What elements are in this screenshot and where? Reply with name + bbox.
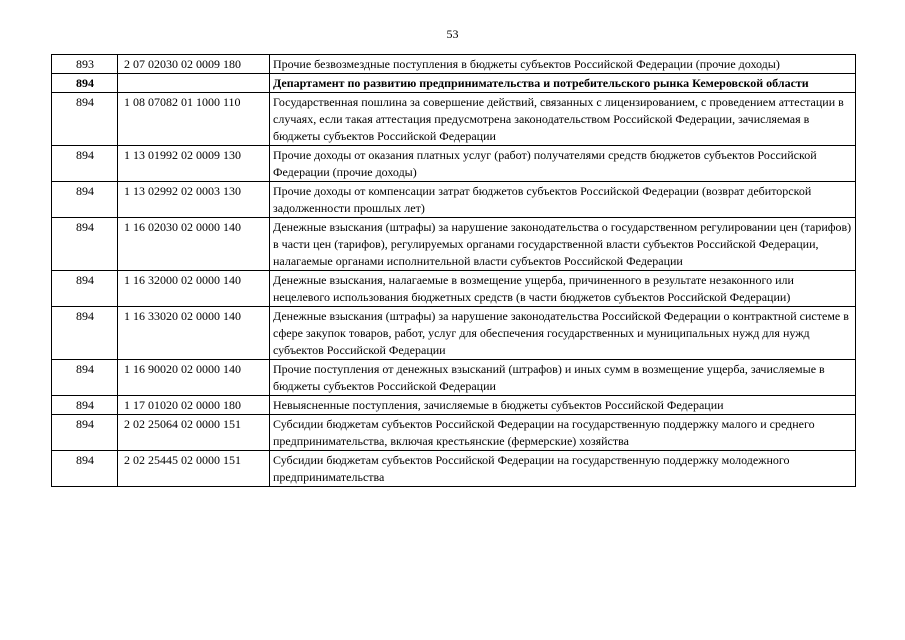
table-row (52, 146, 856, 182)
revenue-name-cell: Департамент по развитию предпринимательства и потребительского рынка Кемеровской области (270, 74, 856, 93)
department-header-row (52, 74, 856, 93)
admin-code-cell: 894 (52, 74, 118, 93)
table-row (52, 218, 856, 271)
admin-code-cell: 893 (52, 55, 118, 74)
page-number: 53 (446, 27, 459, 41)
revenue-name-cell: Невыясненные поступления, зачисляемые в бюджеты субъектов Российской Федерации (270, 396, 856, 415)
revenue-name-cell: Субсидии бюджетам субъектов Российской Федерации на государственную поддержку молодежного предпринимательства (270, 451, 856, 487)
revenue-name-cell: Денежные взыскания (штрафы) за нарушение законодательства о государственном регулировании цен (тарифов) в части цен (тарифов), регулируемых органами государственной власти субъектов Российской Федерации, налагаемые органами исполнительной власти субъектов Российской Федерации (270, 218, 856, 271)
kbk-code-cell: 2 02 25064 02 0000 151 (118, 415, 270, 451)
kbk-code-cell: 1 17 01020 02 0000 180 (118, 396, 270, 415)
revenue-name-cell: Прочие доходы от компенсации затрат бюджетов субъектов Российской Федерации (возврат дебиторской задолженности прошлых лет) (270, 182, 856, 218)
revenue-name-cell: Прочие безвозмездные поступления в бюджеты субъектов Российской Федерации (прочие доходы) (270, 55, 856, 74)
table-row (52, 271, 856, 307)
table-row (52, 182, 856, 218)
admin-code-cell: 894 (52, 93, 118, 146)
table-row (52, 55, 856, 74)
kbk-code-cell: 2 02 25445 02 0000 151 (118, 451, 270, 487)
table-body (52, 55, 856, 487)
admin-code-cell: 894 (52, 451, 118, 487)
revenue-name-cell: Прочие доходы от оказания платных услуг (работ) получателями средств бюджетов субъектов Российской Федерации (прочие доходы) (270, 146, 856, 182)
revenue-name-cell: Прочие поступления от денежных взысканий (штрафов) и иных сумм в возмещение ущерба, зачисляемые в бюджеты субъектов Российской Федерации (270, 360, 856, 396)
revenue-name-cell: Денежные взыскания, налагаемые в возмещение ущерба, причиненного в результате незаконного или нецелевого использования бюджетных средств (в части бюджетов субъектов Российской Федерации) (270, 271, 856, 307)
table-row (52, 307, 856, 360)
kbk-code-cell: 1 16 90020 02 0000 140 (118, 360, 270, 396)
revenue-name-cell: Субсидии бюджетам субъектов Российской Федерации на государственную поддержку малого и среднего предпринимательства, включая крестьянские (фермерские) хозяйства (270, 415, 856, 451)
admin-code-cell: 894 (52, 415, 118, 451)
kbk-code-cell: 1 08 07082 01 1000 110 (118, 93, 270, 146)
revenue-name-cell: Денежные взыскания (штрафы) за нарушение законодательства Российской Федерации о контрактной системе в сфере закупок товаров, работ, услуг для обеспечения государственных и муниципальных нужд для нужд субъектов Российской Федерации (270, 307, 856, 360)
kbk-code-cell: 1 13 01992 02 0009 130 (118, 146, 270, 182)
kbk-code-cell: 1 16 32000 02 0000 140 (118, 271, 270, 307)
admin-code-cell: 894 (52, 396, 118, 415)
admin-code-cell: 894 (52, 218, 118, 271)
kbk-code-cell: 1 13 02992 02 0003 130 (118, 182, 270, 218)
revenue-name-cell: Государственная пошлина за совершение действий, связанных с лицензированием, с проведением аттестации в случаях, если такая аттестация предусмотрена законодательством Российской Федерации, зачисляемая в бюджеты субъектов Российской Федерации (270, 93, 856, 146)
admin-code-cell: 894 (52, 360, 118, 396)
table-row (52, 415, 856, 451)
table-row (52, 451, 856, 487)
table-row (52, 93, 856, 146)
kbk-code-cell (118, 74, 270, 93)
kbk-code-cell: 1 16 33020 02 0000 140 (118, 307, 270, 360)
admin-code-cell: 894 (52, 271, 118, 307)
table-row (52, 360, 856, 396)
kbk-code-cell: 2 07 02030 02 0009 180 (118, 55, 270, 74)
admin-code-cell: 894 (52, 182, 118, 218)
revenue-classification-table (51, 54, 856, 487)
admin-code-cell: 894 (52, 146, 118, 182)
table-row (52, 396, 856, 415)
admin-code-cell: 894 (52, 307, 118, 360)
kbk-code-cell: 1 16 02030 02 0000 140 (118, 218, 270, 271)
